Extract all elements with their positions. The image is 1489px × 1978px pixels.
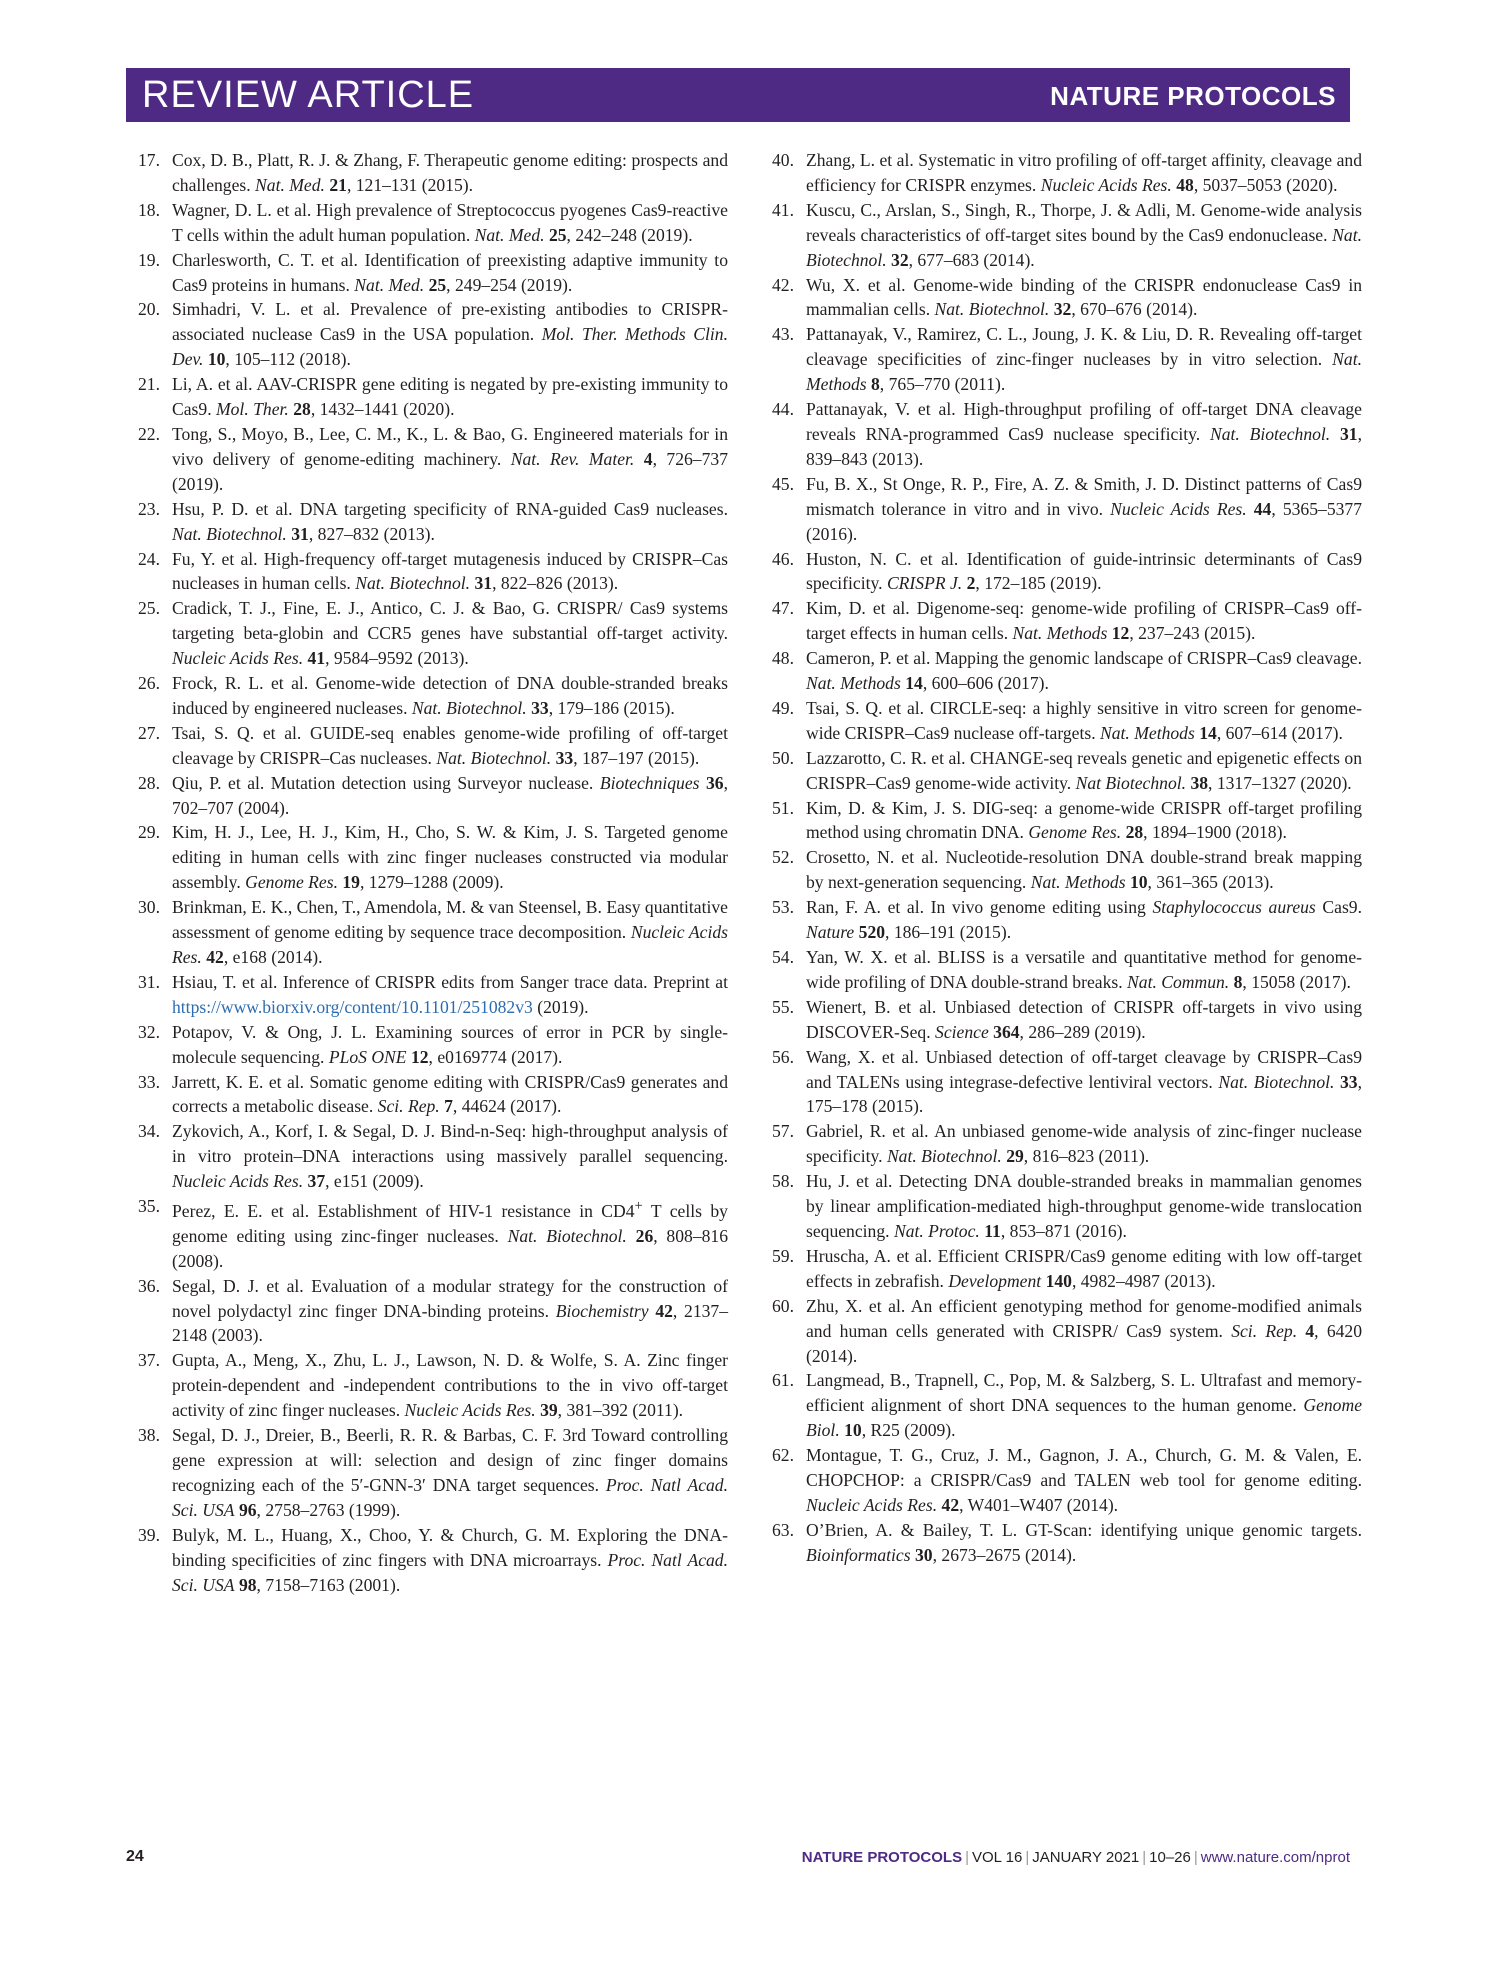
reference-item [772, 1518, 1362, 1568]
reference-link[interactable]: https://www.biorxiv.org/content/10.1101/251082v3 [172, 996, 533, 1017]
reference-text: Huston, N. C. et al. Identification of guide-intrinsic determinants of Cas9 specificity. CRISPR J. 2, 172–185 (2019). [806, 548, 1362, 594]
reference-number: 46. [772, 548, 794, 569]
reference-text: Gabriel, R. et al. An unbiased genome-wide analysis of zinc-finger nuclease specificity. Nat. Biotechnol. 29, 816–823 (2011). [806, 1121, 1362, 1167]
reference-number: 58. [772, 1171, 794, 1192]
reference-item [772, 547, 1362, 597]
reference-number: 23. [138, 498, 160, 519]
reference-number: 21. [138, 374, 160, 395]
reference-number: 36. [138, 1275, 160, 1296]
reference-item [772, 995, 1362, 1045]
reference-item [138, 970, 728, 1020]
reference-text: Zykovich, A., Korf, I. & Segal, D. J. Bind-n-Seq: high-throughput analysis of in vitro protein–DNA interactions using massively parallel sequencing. Nucleic Acids Res. 37, e151 (2009). [172, 1121, 728, 1192]
reference-item [772, 796, 1362, 846]
reference-item [772, 945, 1362, 995]
reference-number: 50. [772, 747, 794, 768]
reference-number: 56. [772, 1046, 794, 1067]
reference-text: Montague, T. G., Cruz, J. M., Gagnon, J. A., Church, G. M. & Valen, E. CHOPCHOP: a CRISPR/Cas9 and TALEN web tool for genome editing. Nucleic Acids Res. 42, W401–W407 (2014). [806, 1445, 1362, 1515]
reference-text: Kim, H. J., Lee, H. J., Kim, H., Cho, S. W. & Kim, J. S. Targeted genome editing in human cells with zinc finger nucleases constructed via modular assembly. Genome Res. 19, 1279–1288 (2009). [172, 822, 728, 893]
page-number: 24 [126, 1848, 144, 1865]
reference-item [772, 646, 1362, 696]
reference-number: 62. [772, 1445, 794, 1466]
reference-item [772, 845, 1362, 895]
journal-citation: NATURE PROTOCOLS | VOL 16 | JANUARY 2021 | 10–26 | www.nature.com/nprot [801, 1849, 1350, 1866]
reference-number: 18. [138, 199, 160, 220]
page-footer [126, 1848, 1350, 1872]
reference-number: 57. [772, 1121, 794, 1142]
reference-text: Pattanayak, V., Ramirez, C. L., Joung, J. K. & Liu, D. R. Revealing off-target cleavage specificities of zinc-finger nucleases by in vitro selection. Nat. Methods 8, 765–770 (2011). [806, 324, 1362, 395]
reference-number: 61. [772, 1370, 794, 1391]
footer-volume: VOL 16 [972, 1849, 1023, 1866]
reference-number: 53. [772, 897, 794, 918]
reference-text: Wu, X. et al. Genome-wide binding of the CRISPR endonuclease Cas9 in mammalian cells. Nat. Biotechnol. 32, 670–676 (2014). [806, 274, 1362, 320]
reference-text: Kim, D. & Kim, J. S. DIG-seq: a genome-wide CRISPR off-target profiling method using chromatin DNA. Genome Res. 28, 1894–1900 (2018). [806, 797, 1362, 843]
reference-text: Zhu, X. et al. An efficient genotyping method for genome-modified animals and human cells generated with CRISPR/ Cas9 system. Sci. Rep. 4, 6420 (2014). [806, 1295, 1363, 1366]
reference-number: 47. [772, 598, 794, 619]
reference-item [772, 1443, 1362, 1518]
reference-item [138, 1194, 728, 1274]
reference-number: 33. [138, 1071, 160, 1092]
reference-number: 40. [772, 150, 794, 170]
reference-item [772, 696, 1362, 746]
reference-text: Crosetto, N. et al. Nucleotide-resolution DNA double-strand break mapping by next-generation sequencing. Nat. Methods 10, 361–365 (2013). [806, 847, 1362, 893]
reference-text: Wienert, B. et al. Unbiased detection of CRISPR off-targets in vivo using DISCOVER-Seq. Science 364, 286–289 (2019). [806, 996, 1362, 1042]
reference-item [772, 1368, 1362, 1443]
reference-number: 24. [138, 548, 160, 569]
footer-date: JANUARY 2021 [1032, 1849, 1140, 1866]
reference-text: Frock, R. L. et al. Genome-wide detection of DNA double-stranded breaks induced by engineered nucleases. Nat. Biotechnol. 33, 179–186 (2015). [172, 673, 728, 718]
reference-text: Kuscu, C., Arslan, S., Singh, R., Thorpe, J. & Adli, M. Genome-wide analysis reveals characteristics of off-target sites bound by the Cas9 endonuclease. Nat. Biotechnol. 32, 677–683 (2014). [806, 199, 1362, 270]
reference-text: Li, A. et al. AAV-CRISPR gene editing is negated by pre-existing immunity to Cas9. Mol. Ther. 28, 1432–1441 (2020). [172, 374, 728, 420]
reference-number: 30. [138, 897, 160, 918]
reference-text: Cox, D. B., Platt, R. J. & Zhang, F. Therapeutic genome editing: prospects and challenges. Nat. Med. 21, 121–131 (2015). [172, 150, 728, 195]
reference-item [138, 1423, 728, 1523]
reference-text: Segal, D. J., Dreier, B., Beerli, R. R. & Barbas, C. F. 3rd Toward controlling gene expression at will: selection and design of zinc finger domains recognizing each of the 5′-GNN-3′ DNA target sequences. Proc. Natl Acad. Sci. USA 96, 2758–2763 (1999). [172, 1425, 728, 1520]
reference-item [772, 1294, 1362, 1369]
reference-text: Langmead, B., Trapnell, C., Pop, M. & Salzberg, S. L. Ultrafast and memory-efficient alignment of short DNA sequences to the human genome. Genome Biol. 10, R25 (2009). [806, 1370, 1362, 1441]
reference-text: Simhadri, V. L. et al. Prevalence of pre-existing antibodies to CRISPR-associated nuclease Cas9 in the USA population. Mol. Ther. Methods Clin. Dev. 10, 105–112 (2018). [172, 299, 728, 370]
reference-text: Potapov, V. & Ong, J. L. Examining sources of error in PCR by single-molecule sequencing. PLoS ONE 12, e0169774 (2017). [172, 1021, 728, 1067]
reference-item [138, 297, 728, 372]
reference-number: 48. [772, 648, 794, 669]
reference-text: Bulyk, M. L., Huang, X., Choo, Y. & Church, G. M. Exploring the DNA-binding specificities of zinc fingers with DNA microarrays. Proc. Natl Acad. Sci. USA 98, 7158–7163 (2001). [172, 1524, 728, 1595]
reference-text: Wang, X. et al. Unbiased detection of off-target cleavage by CRISPR–Cas9 and TALENs using integrase-defective lentiviral vectors. Nat. Biotechnol. 33, 175–178 (2015). [806, 1046, 1362, 1117]
reference-text: Brinkman, E. K., Chen, T., Amendola, M. & van Steensel, B. Easy quantitative assessment of genome editing by sequence trace decomposition. Nucleic Acids Res. 42, e168 (2014). [172, 897, 728, 967]
reference-item [138, 148, 728, 198]
reference-text: Yan, W. X. et al. BLISS is a versatile and quantitative method for genome-wide profiling of DNA double-strand breaks. Nat. Commun. 8, 15058 (2017). [806, 947, 1362, 992]
footer-journal: NATURE PROTOCOLS [801, 1849, 963, 1866]
reference-item [138, 671, 728, 721]
reference-item [138, 1020, 728, 1070]
reference-number: 28. [138, 772, 160, 793]
reference-text: Segal, D. J. et al. Evaluation of a modular strategy for the construction of novel polydactyl zinc finger DNA-binding proteins. Biochemistry 42, 2137–2148 (2003). [172, 1275, 728, 1346]
reference-number: 45. [772, 473, 794, 494]
reference-item [772, 895, 1362, 945]
reference-number: 25. [138, 598, 160, 619]
reference-item [772, 746, 1362, 796]
reference-text: Pattanayak, V. et al. High-throughput profiling of off-target DNA cleavage reveals RNA-programmed Cas9 nuclease specificity. Nat. Biotechnol. 31, 839–843 (2013). [806, 399, 1362, 469]
reference-item [138, 1274, 728, 1349]
reference-text: Fu, Y. et al. High-frequency off-target mutagenesis induced by CRISPR–Cas nucleases in human cells. Nat. Biotechnol. 31, 822–826 (2013). [172, 548, 728, 594]
reference-text: Gupta, A., Meng, X., Zhu, L. J., Lawson, N. D. & Wolfe, S. A. Zinc finger protein-dependent and -independent contributions to the in vivo off-target activity of zinc finger nucleases. Nucleic Acids Res. 39, 381–392 (2011). [172, 1350, 728, 1421]
reference-item [138, 596, 728, 671]
reference-item [138, 198, 728, 248]
reference-number: 29. [138, 822, 160, 843]
reference-text: Qiu, P. et al. Mutation detection using Surveyor nuclease. Biotechniques 36, 702–707 (2004). [172, 772, 728, 818]
reference-item [772, 322, 1362, 397]
reference-item [138, 372, 728, 422]
reference-text: Hsu, P. D. et al. DNA targeting specificity of RNA-guided Cas9 nucleases. Nat. Biotechnol. 31, 827–832 (2013). [172, 498, 728, 544]
reference-text: Zhang, L. et al. Systematic in vitro profiling of off-target affinity, cleavage and efficiency for CRISPR enzymes. Nucleic Acids Res. 48, 5037–5053 (2020). [806, 150, 1362, 195]
reference-number: 31. [138, 971, 160, 992]
reference-item [772, 472, 1362, 547]
reference-number: 22. [138, 423, 160, 444]
reference-text: Perez, E. E. et al. Establishment of HIV-1 resistance in CD4+ T cells by genome editing using zinc-finger nucleases. Nat. Biotechnol. 26, 808–816 (2008). [172, 1198, 728, 1271]
reference-text: Fu, B. X., St Onge, R. P., Fire, A. Z. & Smith, J. D. Distinct patterns of Cas9 mismatch tolerance in vitro and in vivo. Nucleic Acids Res. 44, 5365–5377 (2016). [806, 473, 1363, 544]
reference-item [138, 547, 728, 597]
reference-number: 43. [772, 324, 794, 345]
reference-item [138, 1348, 728, 1423]
footer-pages: 10–26 [1149, 1849, 1191, 1866]
reference-item [772, 397, 1362, 472]
reference-text: Charlesworth, C. T. et al. Identification of preexisting adaptive immunity to Cas9 proteins in humans. Nat. Med. 25, 249–254 (2019). [172, 249, 728, 295]
reference-item [138, 1119, 728, 1194]
reference-number: 35. [138, 1196, 160, 1217]
reference-text: Cradick, T. J., Fine, E. J., Antico, C. J. & Bao, G. CRISPR/ Cas9 systems targeting beta-globin and CCR5 genes have substantial off-target activity. Nucleic Acids Res. 41, 9584–9592 (2013). [172, 598, 728, 669]
reference-number: 37. [138, 1350, 160, 1371]
reference-number: 49. [772, 697, 794, 718]
reference-item [772, 1119, 1362, 1169]
journal-name: NATURE PROTOCOLS [1050, 81, 1336, 111]
reference-number: 17. [138, 150, 160, 170]
reference-number: 20. [138, 299, 160, 320]
reference-item [138, 1070, 728, 1120]
reference-text: Jarrett, K. E. et al. Somatic genome editing with CRISPR/Cas9 generates and corrects a metabolic disease. Sci. Rep. 7, 44624 (2017). [172, 1071, 728, 1117]
reference-number: 42. [772, 274, 794, 295]
reference-number: 55. [772, 996, 794, 1017]
reference-text: Hruscha, A. et al. Efficient CRISPR/Cas9 genome editing with low off-target effects in zebrafish. Development 140, 4982–4987 (2013). [806, 1245, 1362, 1291]
reference-text: Tsai, S. Q. et al. CIRCLE-seq: a highly sensitive in vitro screen for genome-wide CRISPR–Cas9 nuclease off-targets. Nat. Methods 14, 607–614 (2017). [806, 697, 1362, 743]
reference-number: 39. [138, 1524, 160, 1545]
reference-item [138, 497, 728, 547]
reference-number: 38. [138, 1425, 160, 1446]
reference-number: 60. [772, 1295, 794, 1316]
reference-number: 32. [138, 1021, 160, 1042]
reference-number: 52. [772, 847, 794, 868]
reference-number: 54. [772, 947, 794, 967]
reference-item [138, 771, 728, 821]
reference-text: Tsai, S. Q. et al. GUIDE-seq enables genome-wide profiling of off-target cleavage by CRISPR–Cas nucleases. Nat. Biotechnol. 33, 187–197 (2015). [172, 722, 728, 768]
reference-item [138, 248, 728, 298]
reference-number: 19. [138, 249, 160, 270]
reference-text: O’Brien, A. & Bailey, T. L. GT-Scan: identifying unique genomic targets. Bioinformatics 30, 2673–2675 (2014). [806, 1519, 1362, 1565]
reference-item [138, 721, 728, 771]
reference-text: Hsiau, T. et al. Inference of CRISPR edits from Sanger trace data. Preprint at https://www.biorxiv.org/content/10.1101/251082v3 (2019). [172, 971, 728, 1017]
reference-item [772, 1045, 1362, 1120]
reference-number: 26. [138, 673, 160, 694]
references-left-column [138, 148, 728, 1597]
reference-text: Kim, D. et al. Digenome-seq: genome-wide profiling of CRISPR–Cas9 off-target effects in human cells. Nat. Methods 12, 237–243 (2015). [806, 598, 1362, 644]
reference-text: Tong, S., Moyo, B., Lee, C. M., K., L. & Bao, G. Engineered materials for in vivo delivery of genome-editing machinery. Nat. Rev. Mater. 4, 726–737 (2019). [172, 423, 728, 494]
reference-number: 51. [772, 797, 794, 818]
reference-item [772, 273, 1362, 323]
reference-item [772, 198, 1362, 273]
reference-item [138, 895, 728, 970]
reference-item [138, 820, 728, 895]
reference-item [772, 148, 1362, 198]
reference-number: 44. [772, 399, 794, 420]
reference-item [772, 596, 1362, 646]
header-banner [126, 68, 1350, 122]
reference-number: 41. [772, 199, 794, 220]
reference-number: 27. [138, 722, 160, 743]
reference-text: Hu, J. et al. Detecting DNA double-stranded breaks in mammalian genomes by linear amplification-mediated high-throughput genome-wide translocation sequencing. Nat. Protoc. 11, 853–871 (2016). [806, 1171, 1362, 1241]
reference-text: Lazzarotto, C. R. et al. CHANGE-seq reveals genetic and epigenetic effects on CRISPR–Cas9 genome-wide activity. Nat Biotechnol. 38, 1317–1327 (2020). [806, 747, 1362, 793]
reference-text: Ran, F. A. et al. In vivo genome editing using Staphylococcus aureus Cas9. Nature 520, 186–191 (2015). [806, 897, 1363, 943]
reference-item [772, 1169, 1362, 1244]
reference-number: 63. [772, 1519, 794, 1540]
reference-item [772, 1244, 1362, 1294]
reference-number: 59. [772, 1245, 794, 1266]
reference-text: Cameron, P. et al. Mapping the genomic landscape of CRISPR–Cas9 cleavage. Nat. Methods 14, 600–606 (2017). [806, 648, 1362, 694]
reference-item [138, 1523, 728, 1598]
reference-number: 34. [138, 1121, 160, 1142]
footer-url[interactable]: www.nature.com/nprot [1200, 1849, 1350, 1866]
reference-text: Wagner, D. L. et al. High prevalence of Streptococcus pyogenes Cas9-reactive T cells within the adult human population. Nat. Med. 25, 242–248 (2019). [172, 199, 728, 245]
references-right-column [772, 148, 1362, 1568]
section-title: REVIEW ARTICLE [142, 74, 475, 116]
reference-item [138, 422, 728, 497]
